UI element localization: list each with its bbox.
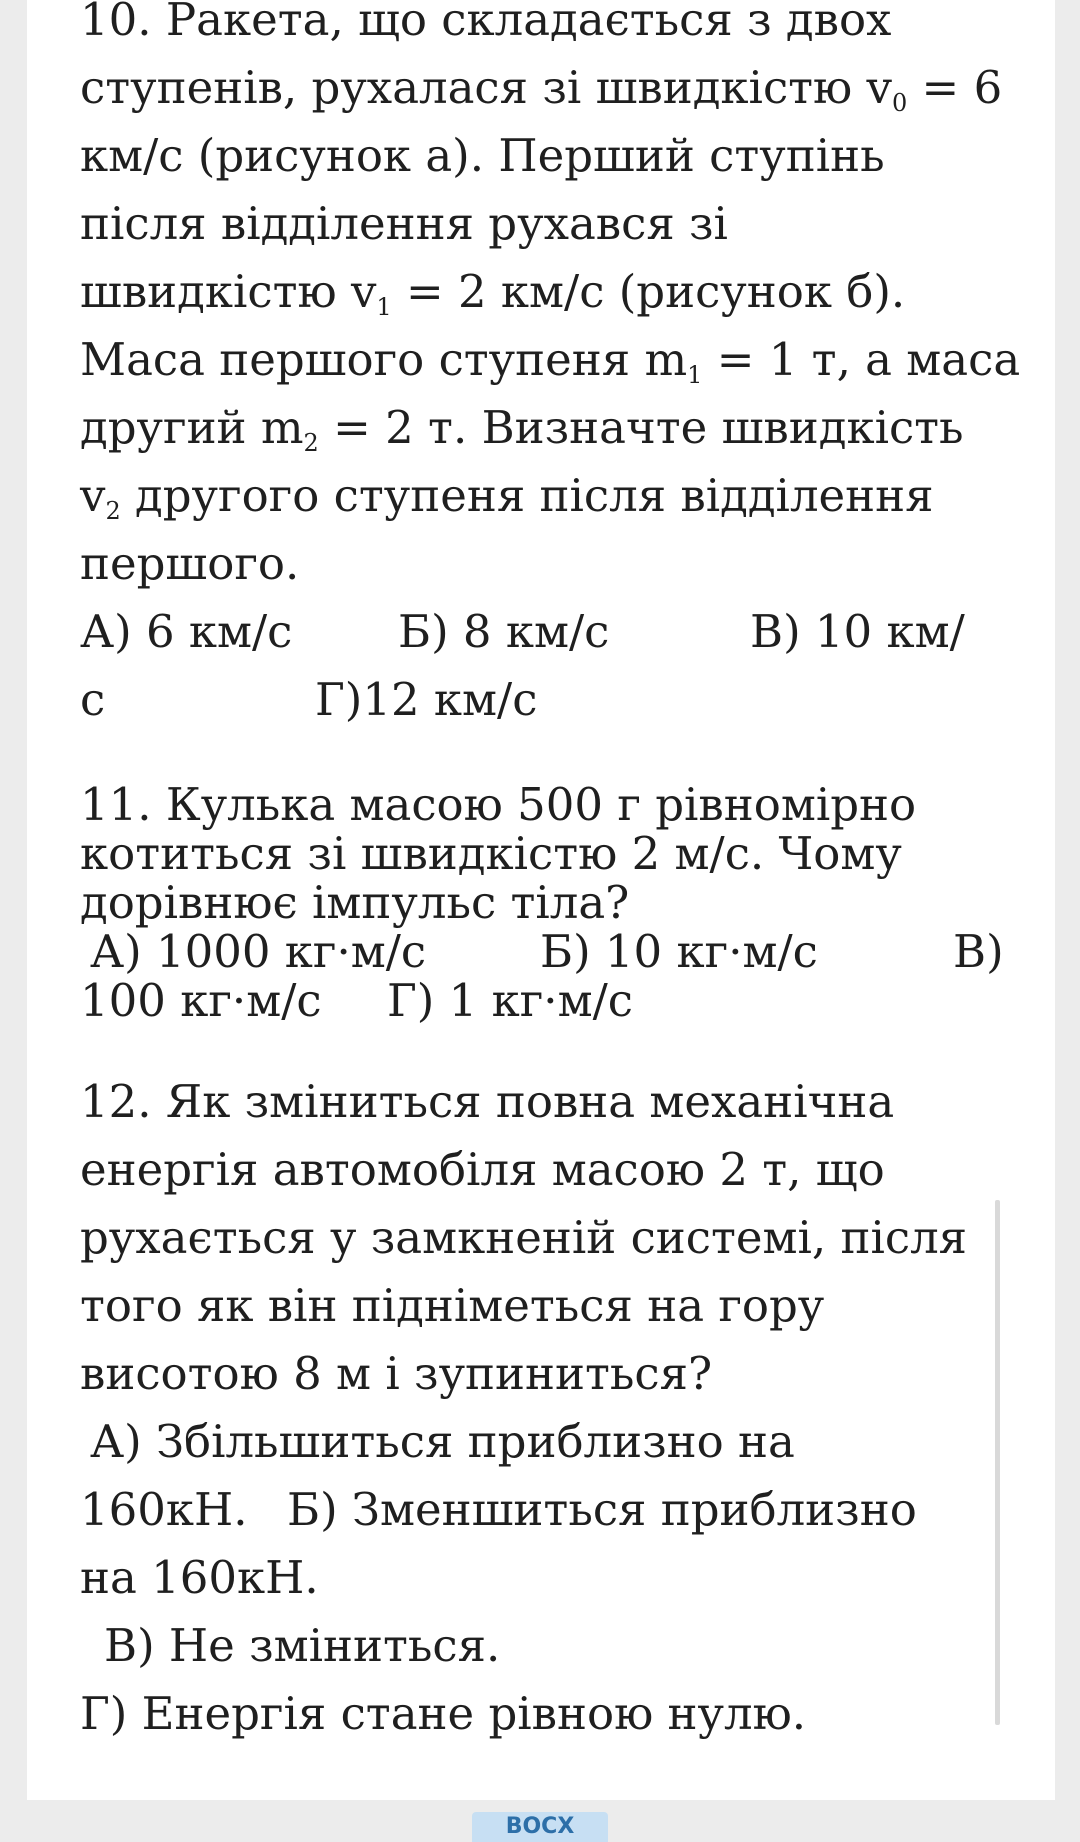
q10-line-9: першого. bbox=[80, 537, 300, 590]
q12-option-a-line: А) Збільшиться приблизно на bbox=[90, 1415, 795, 1468]
q10-line-2: ступенів, рухалася зі швидкістю v0 = 6 bbox=[80, 61, 1003, 117]
q10-option-c: В) 10 км/ bbox=[750, 605, 965, 658]
q11-line-2: котиться зі швидкістю 2 м/с. Чому bbox=[80, 827, 902, 880]
question-10 bbox=[80, 0, 1020, 734]
q10-options-row-2 bbox=[80, 666, 1020, 734]
q10-line-5: швидкістю v1 = 2 км/с (рисунок б). bbox=[80, 265, 906, 321]
q12-line-4: того як він підніметься на гору bbox=[80, 1279, 825, 1332]
q10-options-row-1 bbox=[80, 598, 1020, 666]
q11-option-b: Б) 10 кг·м/с bbox=[540, 925, 818, 978]
q10-line-4: після відділення рухався зі bbox=[80, 197, 728, 250]
q10-option-c-cont: с bbox=[80, 673, 106, 726]
q11-options-row-1 bbox=[80, 925, 1004, 978]
q12-option-b: Б) Зменшиться приблизно bbox=[287, 1483, 917, 1536]
q10-line-1: 10. Ракета, що складається з двох bbox=[80, 0, 892, 46]
q11-line-1: 11. Кулька масою 500 г рівномірно bbox=[80, 778, 917, 831]
q11-option-c: В) bbox=[953, 925, 1004, 978]
q10-option-d: Г)12 км/с bbox=[315, 673, 538, 726]
q10-line-8: v2 другого ступеня після відділення bbox=[80, 469, 934, 525]
q12-option-d: Г) Енергія стане рівною нулю. bbox=[80, 1687, 807, 1740]
scrollbar[interactable] bbox=[995, 1200, 1000, 1725]
q11-options-row-2 bbox=[80, 976, 916, 1025]
q12-line-3: рухається у замкненій системі, після bbox=[80, 1211, 968, 1264]
q12-option-b-cont: на 160кН. bbox=[80, 1551, 319, 1604]
q10-line-7: другий m2 = 2 т. Визначте швидкість bbox=[80, 401, 964, 457]
q12-options-row-2 bbox=[80, 1476, 967, 1544]
q10-option-a: А) 6 км/с bbox=[80, 605, 293, 658]
bottom-tab-label: ВОСХ bbox=[505, 1814, 575, 1839]
q12-option-a-cont: 160кН. bbox=[80, 1483, 248, 1536]
q10-line-3: км/с (рисунок а). Перший ступінь bbox=[80, 129, 885, 182]
q12-line-5: висотою 8 м і зупиниться? bbox=[80, 1347, 713, 1400]
q12-option-c: В) Не зміниться. bbox=[104, 1619, 501, 1672]
question-12 bbox=[80, 1068, 967, 1748]
q11-option-d: Г) 1 кг·м/с bbox=[387, 974, 633, 1027]
q11-line-3: дорівнює імпульс тіла? bbox=[80, 876, 630, 929]
q11-option-c-cont: 100 кг·м/с bbox=[80, 974, 322, 1027]
q12-line-1: 12. Як зміниться повна механічна bbox=[80, 1075, 895, 1128]
bottom-tab-button[interactable] bbox=[472, 1812, 608, 1842]
q12-line-2: енергія автомобіля масою 2 т, що bbox=[80, 1143, 885, 1196]
q10-option-b: Б) 8 км/с bbox=[398, 605, 610, 658]
q10-line-6: Маса першого ступеня m1 = 1 т, а маса bbox=[80, 333, 1021, 389]
question-11 bbox=[80, 778, 1004, 1027]
q11-option-a: А) 1000 кг·м/с bbox=[90, 925, 427, 978]
